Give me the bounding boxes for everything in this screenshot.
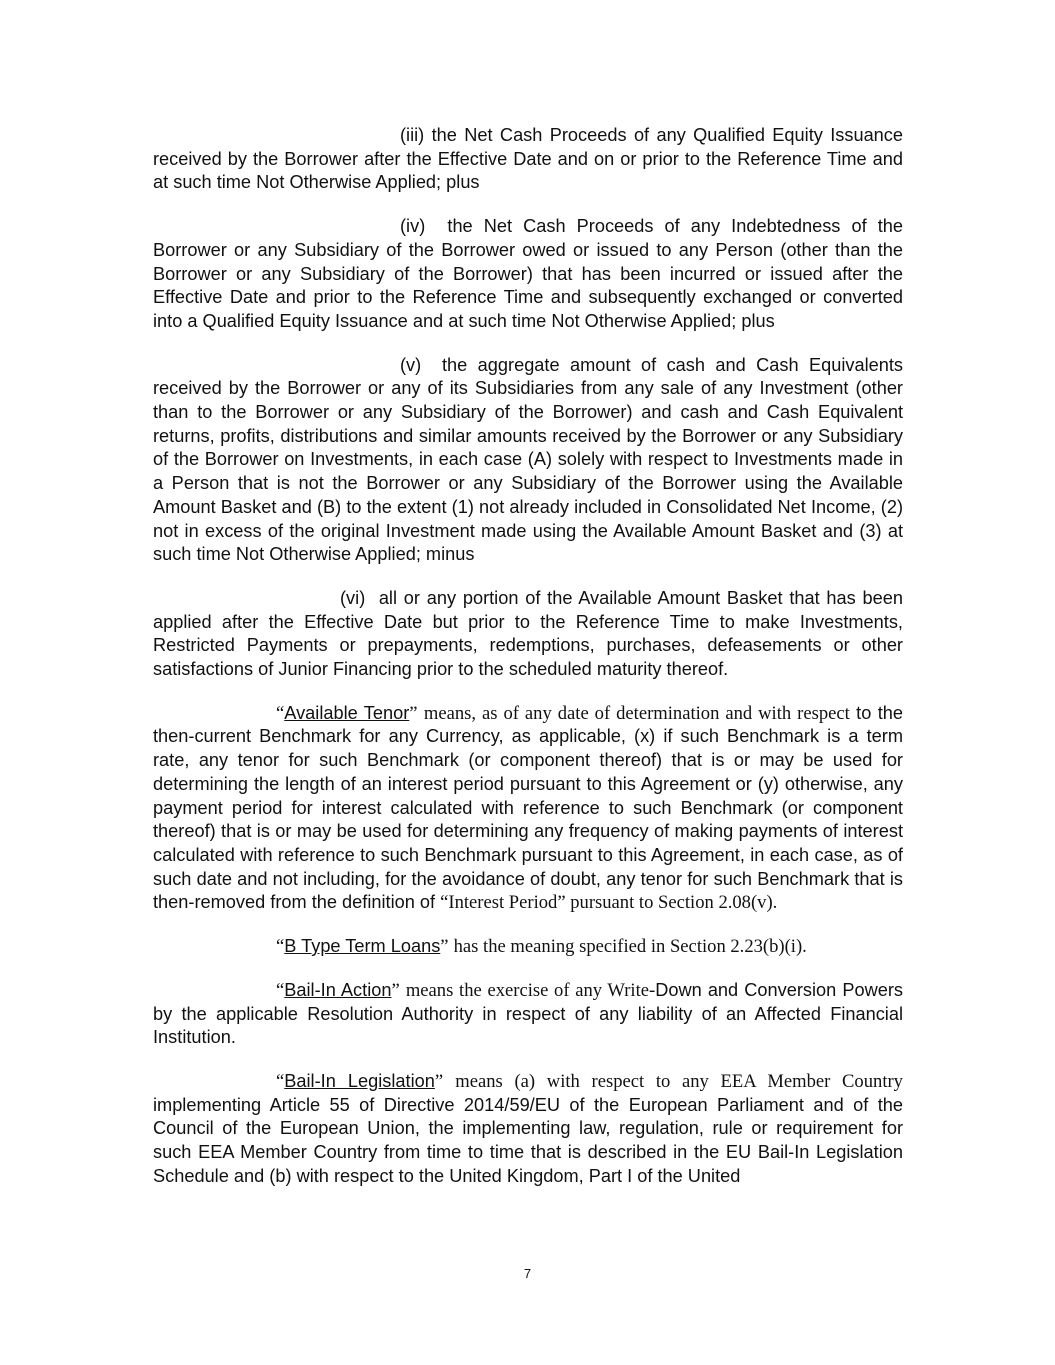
definition-body: to the then-current Benchmark for any Currency, as applicable, (x) if such Benchmark is a term rate, any tenor for such Benchmark (or component thereof) that is or may be used for determining the length of an interest period pursuant to this Agreement or (y) otherwise, any payment period for interest calculated with reference to such Benchmark (or component thereof) that is or may be used for determining any frequency of making payments of interest calculated with reference to such Benchmark pursuant to this Agreement, in each case, as of such date and not including, for the avoidance of doubt, any tenor for such Benchmark that is then-removed from the definition of — [153, 702, 903, 913]
definition-lead: has the meaning specified in Section 2.23(b)(i). — [453, 936, 807, 958]
definition-bail-in-legislation: “Bail-In Legislation” means (a) with respect to any EEA Member Country implementing Article 55 of Directive 2014/59/EU of the European Parliament and of the Council of the European Union, the implementing law, regulation, rule or requirement for such EEA Member Country from time to time that is described in the EU Bail-In Legislation Schedule and (b) with respect to the United Kingdom, Part I of the United — [153, 1070, 903, 1186]
definition-body: Down and Conversion Powers by the applicable Resolution Authority in respect of any liability of an Affected Financial Institution. — [153, 979, 903, 1048]
clause-iv-text: the Net Cash Proceeds of any Indebtedness of the Borrower or any Subsidiary of the Borrower owed or issued to any Person (other than the Borrower or any Subsidiary of the Borrower) that has been incurred or issued after the Effective Date and prior to the Reference Time and subsequently exchanged or converted into a Qualified Equity Issuance and at such time Not Otherwise Applied; plus — [153, 216, 903, 331]
definition-lead: means, as of any date of determination and with respect — [423, 702, 850, 724]
clause-vi — [153, 587, 903, 682]
clause-iii-text: the Net Cash Proceeds of any Qualified Equity Issuance received by the Borrower after the Effective Date and on or prior to the Reference Time and at such time Not Otherwise Applied; plus — [153, 125, 904, 193]
defined-term-b-type-term-loans: B Type Term Loans — [284, 936, 441, 957]
definition-tail: “Interest Period” pursuant to Section 2.08(v). — [440, 892, 778, 914]
clause-vi-text: all or any portion of the Available Amount Basket that has been applied after the Effective Date but prior to the Reference Time to make Investments, Restricted Payments or prepayments, redemptions, purchases, defeasements or other satisfactions of Junior Financing prior to the scheduled maturity thereof. — [153, 587, 903, 680]
definition-lead: means the exercise of any Write- — [405, 979, 656, 1001]
clause-iv — [153, 215, 903, 334]
defined-term-bail-in-legislation: Bail-In Legislation — [284, 1070, 435, 1091]
definition-body: implementing Article 55 of Directive 2014/59/EU of the European Parliament and of the Council of the European Union, the implementing law, regulation, rule or requirement for such EEA Member Country from time to time that is described in the EU Bail-In Legislation Schedule and (b) with respect to the United Kingdom, Part I of the United — [153, 1094, 903, 1186]
definition-bail-in-action: “Bail-In Action” means the exercise of any Write-Down and Conversion Powers by the applicable Resolution Authority in respect of any liability of an Affected Financial Institution. — [153, 979, 903, 1048]
defined-term-available-tenor: Available Tenor — [284, 702, 410, 723]
clause-iii — [153, 124, 903, 195]
definition-b-type-term-loans: “B Type Term Loans” has the meaning specified in Section 2.23(b)(i). — [276, 936, 807, 958]
clause-iii-marker: (iii) — [400, 125, 425, 145]
defined-term-bail-in-action: Bail-In Action — [284, 979, 392, 1000]
page-number: 7 — [523, 1266, 532, 1281]
definition-lead: means (a) with respect to any EEA Member Country — [455, 1070, 903, 1092]
definition-available-tenor: “Available Tenor” means, as of any date of determination and with respect to the then-current Benchmark for any Currency, as applicable, (x) if such Benchmark is a term rate, any tenor for such Benchmark (or component thereof) that is or may be used for determining the length of an interest period pursuant to this Agreement or (y) otherwise, any payment period for interest calculated with reference to such Benchmark (or component thereof) that is or may be used for determining any frequency of making payments of interest calculated with reference to such Benchmark pursuant to this Agreement, in each case, as of such date and not including, for the avoidance of doubt, any tenor for such Benchmark that is then-removed from the definition of “Interest Period” pursuant to Section 2.08(v). — [153, 702, 903, 914]
clause-v-marker: (v) — [400, 354, 422, 375]
clause-iv-marker: (iv) — [400, 216, 426, 237]
clause-v-text: the aggregate amount of cash and Cash Equivalents received by the Borrower or any of its Subsidiaries from any sale of any Investment (other than to the Borrower or any Subsidiary of the Borrower) and cash and Cash Equivalent returns, profits, distributions and similar amounts received by the Borrower or any Subsidiary of the Borrower on Investments, in each case (A) solely with respect to Investments made in a Person that is not the Borrower or any Subsidiary of the Borrower using the Available Amount Basket and (B) to the extent (1) not already included in Consolidated Net Income, (2) not in excess of the original Investment made using the Available Amount Basket and (3) at such time Not Otherwise Applied; minus — [153, 354, 903, 565]
document-body — [153, 124, 903, 1208]
clause-v — [153, 354, 903, 567]
clause-vi-marker: (vi) — [340, 587, 366, 608]
